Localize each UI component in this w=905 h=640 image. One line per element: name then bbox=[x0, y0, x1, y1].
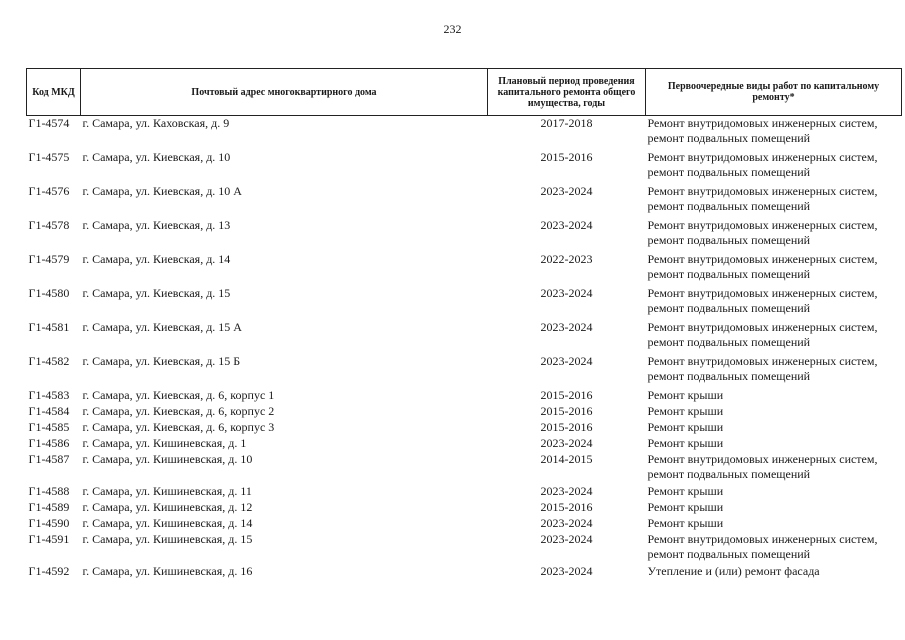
cell-address: г. Самара, ул. Киевская, д. 14 bbox=[82, 252, 231, 266]
work-line: Ремонт крыши bbox=[647, 436, 724, 450]
work-line: ремонт подвальных помещений bbox=[647, 547, 811, 561]
header-period: Плановый период проведения капитального ремонта общего имущества, годы bbox=[488, 69, 646, 116]
work-line: Ремонт внутридомовых инженерных систем, bbox=[647, 116, 878, 130]
cell-works bbox=[646, 286, 902, 320]
work-line: Ремонт внутридомовых инженерных систем, bbox=[647, 184, 878, 198]
work-line: Ремонт крыши bbox=[647, 516, 724, 530]
cell-address: г. Самара, ул. Каховская, д. 9 bbox=[82, 116, 230, 130]
cell-period: 2023-2024 bbox=[540, 532, 593, 546]
cell-period: 2023-2024 bbox=[540, 320, 593, 334]
cell-works bbox=[646, 404, 902, 420]
cell-address: г. Самара, ул. Кишиневская, д. 11 bbox=[82, 484, 252, 498]
work-line: ремонт подвальных помещений bbox=[647, 335, 811, 349]
cell-period: 2015-2016 bbox=[540, 150, 593, 164]
cell-code: Г1-4589 bbox=[28, 500, 70, 514]
table-row bbox=[27, 436, 902, 452]
work-line: Ремонт внутридомовых инженерных систем, bbox=[647, 354, 878, 368]
cell-code: Г1-4591 bbox=[28, 532, 70, 546]
work-line: ремонт подвальных помещений bbox=[647, 131, 811, 145]
cell-period: 2014-2015 bbox=[540, 452, 593, 466]
cell-code: Г1-4588 bbox=[28, 484, 70, 498]
cell-code: Г1-4581 bbox=[28, 320, 70, 334]
work-line: Ремонт крыши bbox=[647, 388, 724, 402]
work-line: ремонт подвальных помещений bbox=[647, 301, 811, 315]
table-row bbox=[27, 388, 902, 404]
cell-works bbox=[646, 184, 902, 218]
cell-code: Г1-4586 bbox=[28, 436, 70, 450]
cell-code: Г1-4582 bbox=[28, 354, 70, 368]
cell-address: г. Самара, ул. Кишиневская, д. 12 bbox=[82, 500, 253, 514]
table-row bbox=[27, 218, 902, 252]
table-body bbox=[27, 116, 902, 581]
cell-period: 2023-2024 bbox=[540, 436, 593, 450]
cell-period: 2015-2016 bbox=[540, 404, 593, 418]
table-row bbox=[27, 286, 902, 320]
cell-address: г. Самара, ул. Киевская, д. 10 А bbox=[82, 184, 242, 198]
cell-works bbox=[646, 484, 902, 500]
cell-works bbox=[646, 420, 902, 436]
table-row bbox=[27, 184, 902, 218]
work-line: ремонт подвальных помещений bbox=[647, 233, 811, 247]
cell-period: 2015-2016 bbox=[540, 500, 593, 514]
cell-works bbox=[646, 320, 902, 354]
table-row bbox=[27, 252, 902, 286]
cell-code: Г1-4580 bbox=[28, 286, 70, 300]
cell-works bbox=[646, 354, 902, 388]
cell-address: г. Самара, ул. Киевская, д. 6, корпус 3 bbox=[82, 420, 275, 434]
work-line: ремонт подвальных помещений bbox=[647, 165, 811, 179]
cell-works bbox=[646, 452, 902, 484]
work-line: ремонт подвальных помещений bbox=[647, 267, 811, 281]
table-row bbox=[27, 516, 902, 532]
work-line: Ремонт крыши bbox=[647, 404, 724, 418]
cell-code: Г1-4584 bbox=[28, 404, 70, 418]
cell-period: 2017-2018 bbox=[540, 116, 593, 130]
work-line: Ремонт внутридомовых инженерных систем, bbox=[647, 218, 878, 232]
cell-period: 2023-2024 bbox=[540, 484, 593, 498]
work-line: Ремонт внутридомовых инженерных систем, bbox=[647, 532, 878, 546]
work-line: Утепление и (или) ремонт фасада bbox=[647, 564, 820, 578]
cell-code: Г1-4578 bbox=[28, 218, 70, 232]
cell-address: г. Самара, ул. Киевская, д. 15 Б bbox=[82, 354, 241, 368]
cell-period: 2023-2024 bbox=[540, 564, 593, 578]
cell-address: г. Самара, ул. Киевская, д. 15 bbox=[82, 286, 231, 300]
cell-period: 2023-2024 bbox=[540, 218, 593, 232]
work-line: Ремонт крыши bbox=[647, 420, 724, 434]
table-row bbox=[27, 404, 902, 420]
table-row bbox=[27, 532, 902, 564]
cell-address: г. Самара, ул. Кишиневская, д. 10 bbox=[82, 452, 253, 466]
cell-works bbox=[646, 388, 902, 404]
cell-code: Г1-4576 bbox=[28, 184, 70, 198]
cell-works bbox=[646, 564, 902, 580]
cell-code: Г1-4592 bbox=[28, 564, 70, 578]
cell-code: Г1-4574 bbox=[28, 116, 70, 130]
cell-period: 2015-2016 bbox=[540, 420, 593, 434]
work-line: ремонт подвальных помещений bbox=[647, 467, 811, 481]
cell-code: Г1-4579 bbox=[28, 252, 70, 266]
cell-code: Г1-4590 bbox=[28, 516, 70, 530]
table-row bbox=[27, 320, 902, 354]
cell-works bbox=[646, 532, 902, 564]
work-line: Ремонт внутридомовых инженерных систем, bbox=[647, 320, 878, 334]
cell-period: 2023-2024 bbox=[540, 184, 593, 198]
page-number: 232 bbox=[443, 22, 462, 36]
work-line: Ремонт внутридомовых инженерных систем, bbox=[647, 286, 878, 300]
table-row bbox=[27, 484, 902, 500]
cell-period: 2023-2024 bbox=[540, 286, 593, 300]
cell-code: Г1-4583 bbox=[28, 388, 70, 402]
work-line: Ремонт внутридомовых инженерных систем, bbox=[647, 252, 878, 266]
table-row bbox=[27, 500, 902, 516]
cell-works bbox=[646, 252, 902, 286]
cell-address: г. Самара, ул. Кишиневская, д. 14 bbox=[82, 516, 253, 530]
repair-registry-table bbox=[26, 68, 902, 580]
cell-period: 2023-2024 bbox=[540, 354, 593, 368]
table-row bbox=[27, 452, 902, 484]
table-row bbox=[27, 564, 902, 580]
cell-period: 2022-2023 bbox=[540, 252, 593, 266]
work-line: Ремонт крыши bbox=[647, 500, 724, 514]
table-row bbox=[27, 354, 902, 388]
cell-works bbox=[646, 116, 902, 151]
cell-address: г. Самара, ул. Кишиневская, д. 16 bbox=[82, 564, 253, 578]
cell-address: г. Самара, ул. Киевская, д. 13 bbox=[82, 218, 231, 232]
cell-period: 2015-2016 bbox=[540, 388, 593, 402]
header-code: Код МКД bbox=[27, 69, 81, 116]
cell-works bbox=[646, 500, 902, 516]
table-row bbox=[27, 116, 902, 151]
cell-code: Г1-4585 bbox=[28, 420, 70, 434]
cell-code: Г1-4575 bbox=[28, 150, 70, 164]
cell-address: г. Самара, ул. Киевская, д. 10 bbox=[82, 150, 231, 164]
table-header-row bbox=[27, 69, 902, 116]
cell-code: Г1-4587 bbox=[28, 452, 70, 466]
cell-address: г. Самара, ул. Киевская, д. 15 А bbox=[82, 320, 242, 334]
cell-address: г. Самара, ул. Киевская, д. 6, корпус 2 bbox=[82, 404, 275, 418]
table-row bbox=[27, 420, 902, 436]
work-line: Ремонт внутридомовых инженерных систем, bbox=[647, 452, 878, 466]
cell-address: г. Самара, ул. Кишиневская, д. 15 bbox=[82, 532, 253, 546]
work-line: Ремонт внутридомовых инженерных систем, bbox=[647, 150, 878, 164]
header-address: Почтовый адрес многоквартирного дома bbox=[81, 69, 488, 116]
cell-address: г. Самара, ул. Киевская, д. 6, корпус 1 bbox=[82, 388, 275, 402]
work-line: ремонт подвальных помещений bbox=[647, 369, 811, 383]
work-line: Ремонт крыши bbox=[647, 484, 724, 498]
cell-works bbox=[646, 436, 902, 452]
cell-works bbox=[646, 516, 902, 532]
cell-works bbox=[646, 218, 902, 252]
table-row bbox=[27, 150, 902, 184]
cell-works bbox=[646, 150, 902, 184]
work-line: ремонт подвальных помещений bbox=[647, 199, 811, 213]
cell-period: 2023-2024 bbox=[540, 516, 593, 530]
header-works: Первоочередные виды работ по капитальному ремонту* bbox=[646, 69, 902, 116]
cell-address: г. Самара, ул. Кишиневская, д. 1 bbox=[82, 436, 247, 450]
